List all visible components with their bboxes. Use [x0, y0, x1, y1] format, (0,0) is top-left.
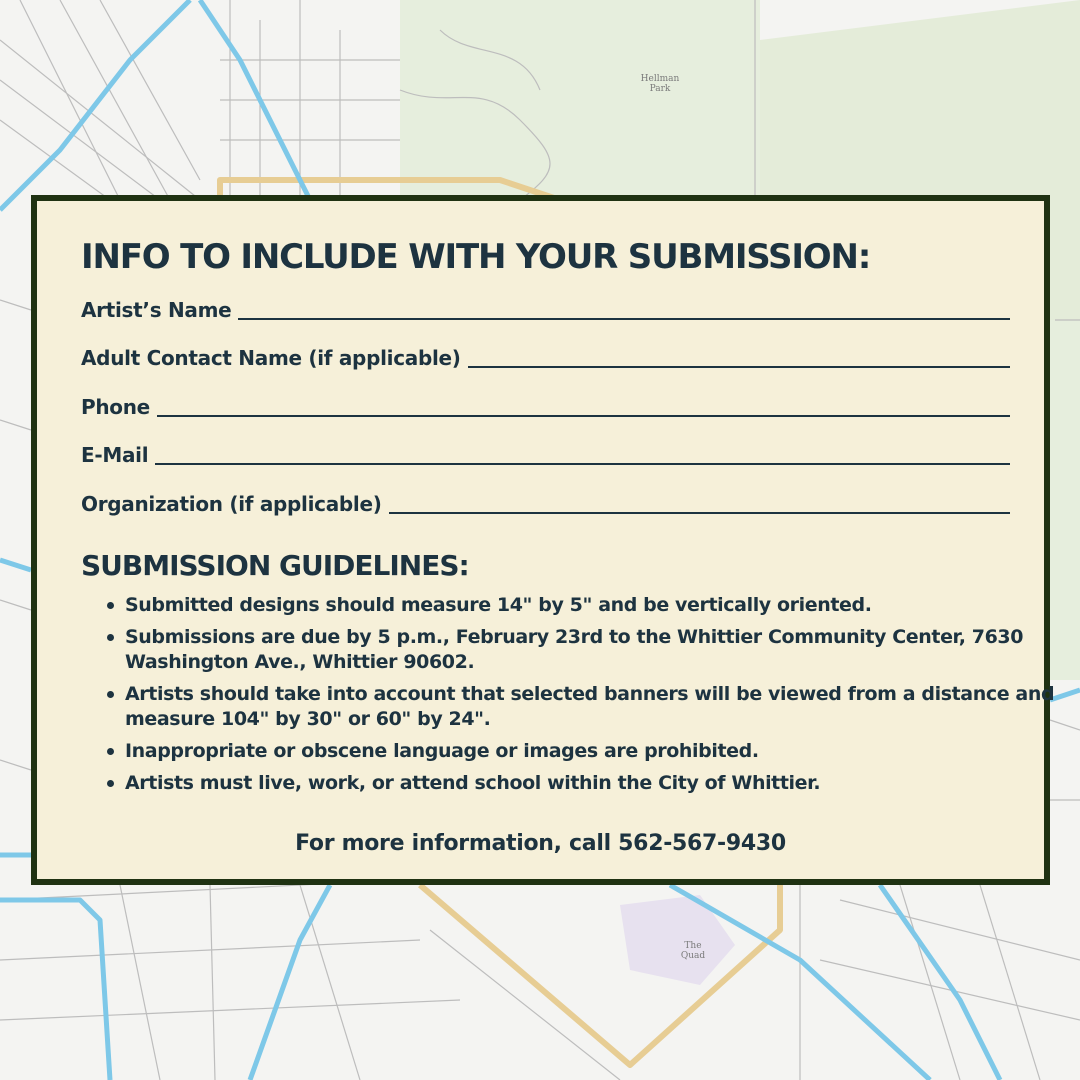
blank-line: [238, 318, 1010, 320]
bullet-icon: [107, 780, 114, 787]
field-label: E-Mail: [81, 443, 149, 467]
field-organization: [81, 489, 1010, 515]
list-item: Submitted designs should measure 14" by 5" and be vertically oriented.: [105, 593, 1080, 618]
blank-line: [157, 415, 1010, 417]
list-item: Inappropriate or obscene language or images are prohibited.: [105, 739, 1080, 764]
contact-footer: For more information, call 562-567-9430: [295, 831, 786, 856]
submission-info-card: [31, 195, 1055, 885]
bullet-icon: [107, 602, 114, 609]
field-artist-name: [81, 295, 1010, 321]
guidelines-list: [105, 593, 1080, 803]
blank-line: [155, 463, 1010, 465]
field-adult-contact-name: [81, 343, 1010, 369]
blank-line: [468, 366, 1010, 368]
info-heading: INFO TO INCLUDE WITH YOUR SUBMISSION:: [81, 237, 871, 277]
list-item: Artists must live, work, or attend school within the City of Whittier.: [105, 771, 1080, 796]
list-item: Artists should take into account that selected banners will be viewed from a distance and measure 104" by 30" or 60" by 24".: [105, 682, 1080, 732]
bullet-icon: [107, 748, 114, 755]
field-label: Organization (if applicable): [81, 492, 382, 516]
field-email: [81, 440, 1010, 466]
bullet-icon: [107, 634, 114, 641]
map-label-the-quad: The Quad: [680, 941, 706, 961]
list-item: Submissions are due by 5 p.m., February 23rd to the Whittier Community Center, 7630 Washington Ave., Whittier 90602.: [105, 625, 1080, 675]
field-label: Artist’s Name: [81, 298, 232, 322]
guidelines-heading: SUBMISSION GUIDELINES:: [81, 549, 469, 582]
blank-line: [389, 512, 1010, 514]
field-label: Adult Contact Name (if applicable): [81, 346, 461, 370]
field-label: Phone: [81, 395, 150, 419]
field-phone: [81, 392, 1010, 418]
bullet-icon: [107, 691, 114, 698]
map-label-hellman-park: Hellman Park: [640, 74, 680, 94]
park-area: [400, 0, 760, 200]
